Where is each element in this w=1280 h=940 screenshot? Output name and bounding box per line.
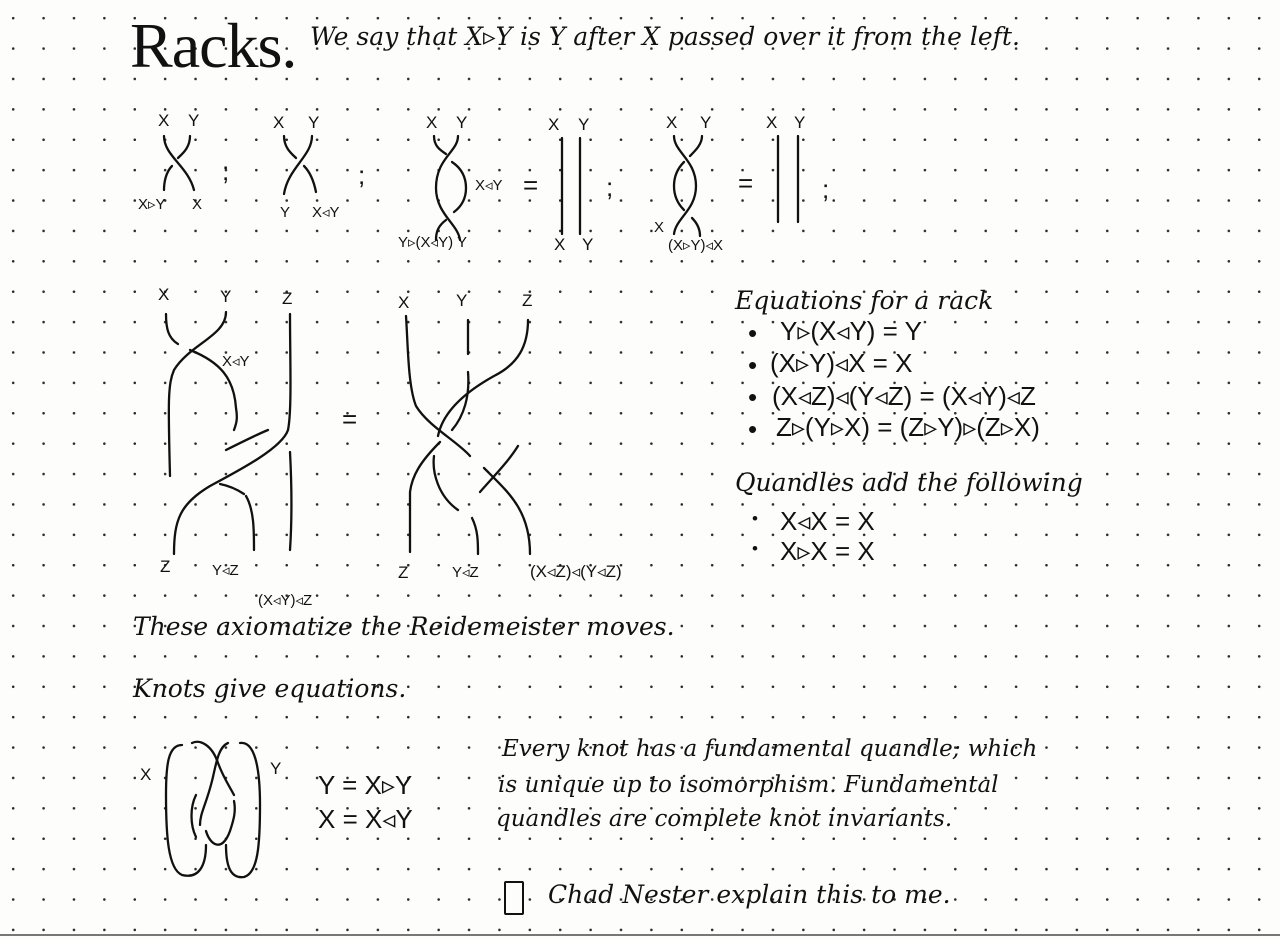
r2b-label-x: X [666,113,678,132]
r3r-label-bottom-xyz: (X◃Z)◃(Y◃Z) [530,562,622,581]
strands2-diagram [768,132,808,232]
r2a-label-mid: X◃Y [475,177,503,194]
r3l-label-z: Z [282,289,293,308]
r3r-label-bottom-yz: Y◃Z [452,564,479,581]
equation-bullet: • [748,318,758,348]
knot-diagram [160,735,270,885]
equation-item: Y▹(X◃Y) = Y [780,316,922,346]
paragraph-line: quandles are complete knot invariants. [496,806,953,832]
page-title: Racks. [130,10,297,81]
separator-4: ; [822,174,830,204]
c2-label-bottom-right: X◃Y [312,204,340,221]
r3l-label-x: X [158,285,170,304]
quandle-item: X◃X = X [780,506,875,536]
s1-label-y: Y [578,115,590,134]
equation-item: (X◃Z)◃(Y◃Z) = (X◃Y)◃Z [772,381,1036,411]
knot-label-y: Y [270,759,282,778]
c1-label-bottom-right: X [192,196,203,213]
s2-label-x: X [766,113,778,132]
quandle-bullet: • [752,509,758,528]
r2b-diagram [664,130,734,245]
r2a-equals: = [523,170,539,200]
r2a-label-y: Y [456,113,468,132]
r3l-label-bottom-yz: Y◃Z [212,562,239,579]
knot-equation-2: X = X◃Y [318,804,413,834]
s1-label-x: X [548,115,560,134]
s2-label-y: Y [794,113,806,132]
r2b-equals: = [738,168,754,198]
c2-label-x: X [273,113,285,132]
r2a-label-x: X [426,113,438,132]
equation-item: (X▹Y)◃X = X [770,348,913,378]
intro-text: We say that X▹Y is Y after X passed over it from the left. [310,22,1020,51]
knot-equation-1: Y = X▹Y [318,770,413,800]
paragraph-line: Every knot has a fundamental quandle; which [502,736,1038,762]
r2b-label-bottom-x: X [654,219,665,236]
equation-bullet: • [748,414,758,444]
knots-note: Knots give equations. [133,674,407,703]
c2-label-bottom-left: Y [280,204,291,221]
r3l-label-bottom-xyz: (X◃Y)◃Z [258,592,313,609]
r2b-label-y: Y [700,113,712,132]
equation-item: Z▹(Y▹X) = (Z▹Y)▹(Z▹X) [776,412,1040,442]
strands1-diagram [550,134,590,244]
c1-label-bottom-left: X▹Y [138,196,166,213]
todo-text: Chad Nester explain this to me. [548,880,951,909]
r3l-label-mid: X◃Y [222,353,250,370]
equation-bullet: • [748,382,758,412]
page-bottom-edge [0,934,1280,936]
r3-equals: = [342,404,358,434]
r3r-label-x: X [398,293,410,312]
equations-heading: Equations for a rack [735,286,994,315]
todo-checkbox[interactable] [504,881,524,915]
quandle-bullet: • [752,539,758,558]
crossing2-diagram [272,132,342,202]
knot-label-x: X [140,765,152,784]
separator-1: ; [222,156,230,186]
r3r-label-y: Y [456,291,468,310]
equation-bullet: • [748,350,758,380]
s1-label-bottom-x: X [554,235,566,254]
separator-3: ; [606,172,614,202]
separator-2: ; [358,160,366,190]
axiomatize-note: These axiomatize the Reidemeister moves. [133,612,675,641]
c1-label-y: Y [188,111,200,130]
r3l-label-bottom-z: Z [160,557,171,576]
paragraph-line: is unique up to isomorphism. Fundamental [498,772,999,798]
c2-label-y: Y [308,113,320,132]
r3r-label-z: Z [522,291,533,310]
r3-right-diagram [398,306,568,566]
c1-label-x: X [158,111,170,130]
r2a-label-bottom: Y▹(X◃Y) Y [398,234,467,251]
r2b-label-bottom: (X▹Y)◃X [668,237,724,254]
s1-label-bottom-y: Y [582,235,594,254]
quandle-item: X▹X = X [780,536,875,566]
quandles-heading: Quandles add the following [735,468,1083,497]
crossing1-diagram [150,130,220,200]
r3r-label-bottom-z: Z [398,563,409,582]
r3-left-diagram [150,300,310,560]
r3l-label-y: Y [220,287,232,306]
